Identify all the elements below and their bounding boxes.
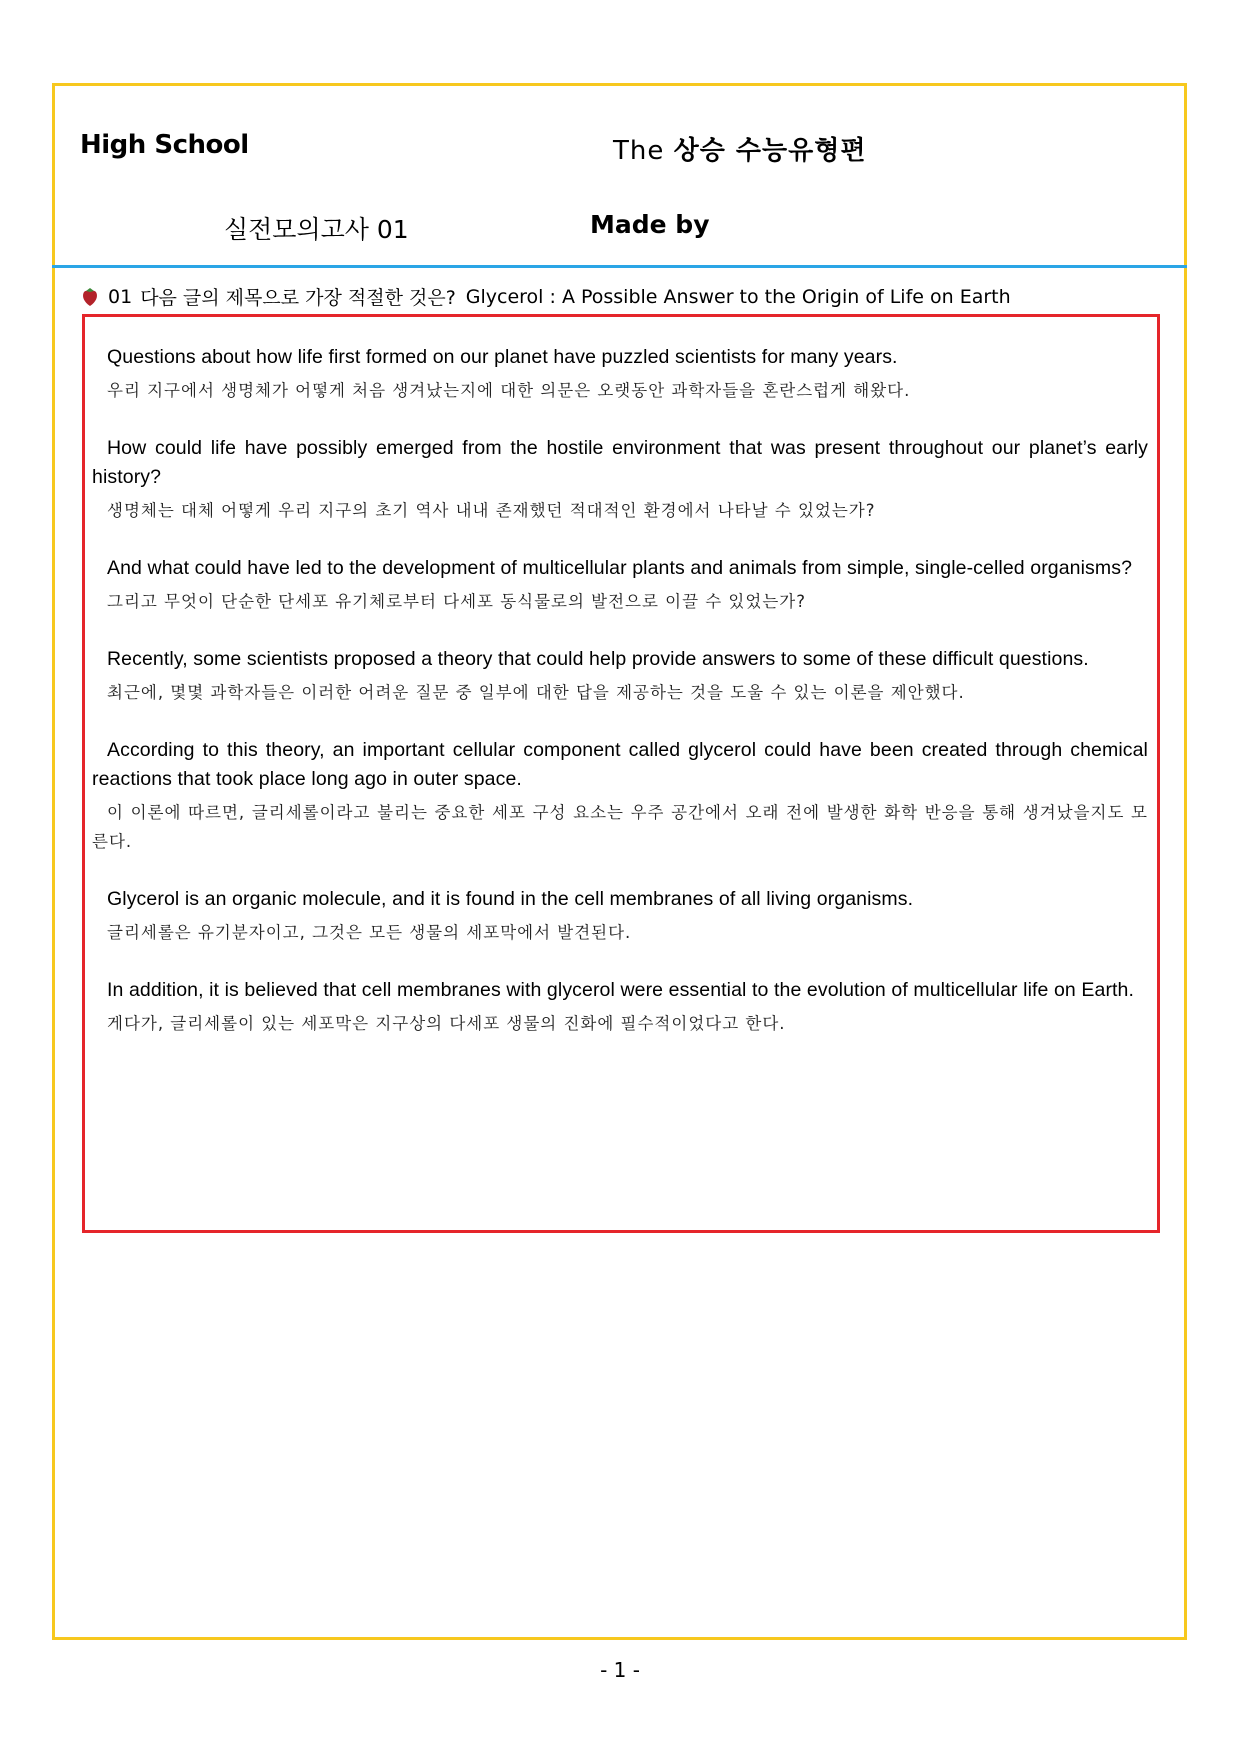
english-sentence: In addition, it is believed that cell membranes with glycerol were essential to the evolution of multicellular life on Earth. <box>107 979 1135 1001</box>
english-sentence: And what could have led to the development of multicellular plants and animals from simple, single-celled organisms? <box>107 557 1133 579</box>
english-sentence: Questions about how life first formed on our planet have puzzled scientists for many years. <box>107 346 898 368</box>
question-heading <box>82 283 1011 310</box>
korean-translation: 게다가, 글리세롤이 있는 세포막은 지구상의 다세포 생물의 진화에 필수적이었다고 한다. <box>107 1014 786 1033</box>
passage <box>92 343 1148 1067</box>
header-divider <box>52 265 1187 268</box>
passage-paragraph <box>92 434 1148 525</box>
question-number: 01 <box>108 285 133 308</box>
strawberry-icon <box>82 287 98 307</box>
school-level-title: High School <box>80 130 249 160</box>
passage-paragraph <box>92 885 1148 947</box>
korean-translation: 이 이론에 따르면, 글리세롤이라고 불리는 중요한 세포 구성 요소는 우주 공간에서 오래 전에 발생한 화학 반응을 통해 생겨났을지도 모른다. <box>92 803 1148 851</box>
english-sentence: How could life have possibly emerged from the hostile environment that was present throughout our planet’s early history? <box>92 437 1148 488</box>
question-answer-title: Glycerol : A Possible Answer to the Origin of Life on Earth <box>465 285 1011 308</box>
korean-translation: 생명체는 대체 어떻게 우리 지구의 초기 역사 내내 존재했던 적대적인 환경에서 나타날 수 있었는가? <box>107 501 876 520</box>
passage-paragraph <box>92 736 1148 856</box>
book-title <box>613 130 867 167</box>
book-title-rest: 상승 수능유형편 <box>673 136 867 166</box>
page-number: - 1 - <box>600 1658 640 1682</box>
made-by-label: Made by <box>590 210 710 239</box>
english-sentence: According to this theory, an important cellular component called glycerol could have been created through chemical reactions that took place long ago in outer space. <box>92 739 1148 790</box>
passage-paragraph <box>92 976 1148 1038</box>
book-title-prefix: The <box>613 136 665 166</box>
exam-title: 실전모의고사 01 <box>224 215 409 244</box>
korean-translation: 그리고 무엇이 단순한 단세포 유기체로부터 다세포 동식물로의 발전으로 이끌 수 있었는가? <box>107 592 806 611</box>
korean-translation: 최근에, 몇몇 과학자들은 이러한 어려운 질문 중 일부에 대한 답을 제공하는 것을 도울 수 있는 이론을 제안했다. <box>107 683 965 702</box>
korean-translation: 글리세롤은 유기분자이고, 그것은 모든 생물의 세포막에서 발견된다. <box>107 923 632 942</box>
english-sentence: Glycerol is an organic molecule, and it is found in the cell membranes of all living organisms. <box>107 888 914 910</box>
english-sentence: Recently, some scientists proposed a theory that could help provide answers to some of these difficult questions. <box>107 648 1089 670</box>
passage-paragraph <box>92 645 1148 707</box>
question-prompt: 다음 글의 제목으로 가장 적절한 것은? <box>140 287 456 309</box>
passage-paragraph <box>92 554 1148 616</box>
korean-translation: 우리 지구에서 생명체가 어떻게 처음 생겨났는지에 대한 의문은 오랫동안 과학자들을 혼란스럽게 해왔다. <box>107 381 911 400</box>
passage-paragraph <box>92 343 1148 405</box>
